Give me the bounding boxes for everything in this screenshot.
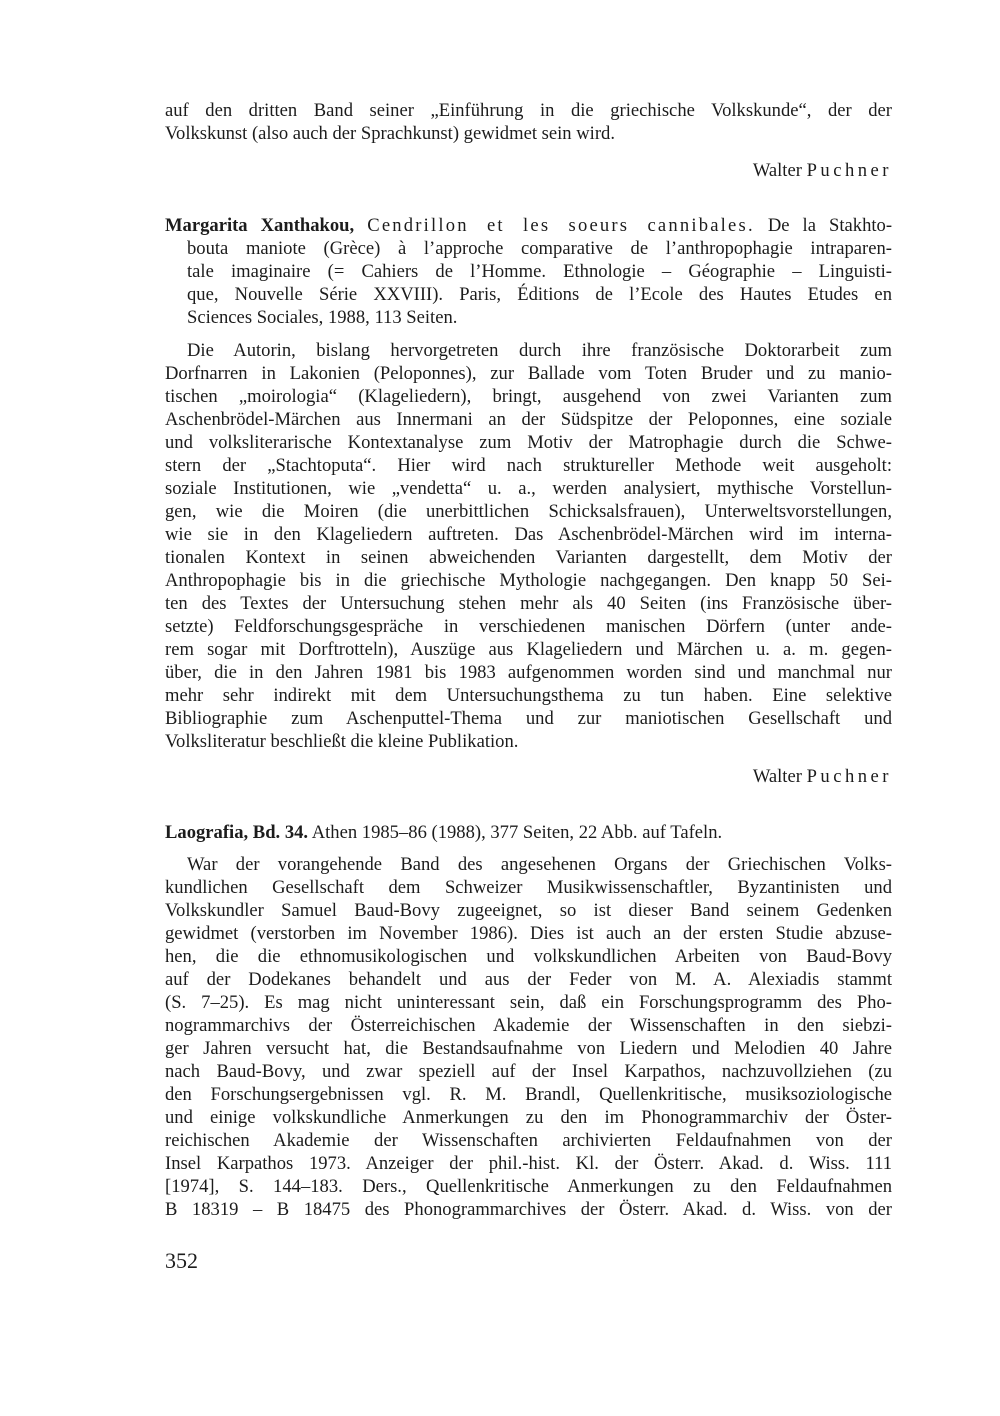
text-line: Aschenbrödel-Märchen aus Innermani an der Südspitze der Peloponnes, eine soziale xyxy=(165,409,892,430)
text-line: und einige volkskundliche Anmerkungen zu den im Phonogrammarchiv der Öster- xyxy=(165,1107,892,1128)
heading-first-line xyxy=(165,214,892,237)
text-line: nogrammarchivs der Österreichischen Akademie der Wissenschaften in den siebzi- xyxy=(165,1015,892,1036)
text-line: Volkskundler Samuel Baud-Bovy zugeeignet, so ist dieser Band seinem Gedenken xyxy=(165,900,892,921)
reviewer-signature xyxy=(165,159,892,182)
heading-continuation xyxy=(165,237,892,329)
review-xanthakou-section xyxy=(165,214,892,788)
text-line: Volksliteratur beschließt die kleine Publikation. xyxy=(165,731,519,752)
text-line: und volksliterarische Kontextanalyse zum Motiv der Matrophagie durch die Schwe- xyxy=(165,432,892,453)
text-line: War der vorangehende Band des angesehenen Organs der Griechischen Volks- xyxy=(187,854,892,875)
signature-first-name: Walter xyxy=(752,160,802,181)
text-line: nach Baud-Bovy, und zwar speziell auf der Insel Karpathos, nachzuvollziehen (zu xyxy=(165,1061,892,1082)
signature-first-name: Walter xyxy=(752,766,802,787)
carryover-paragraph xyxy=(165,99,892,145)
text-line: über, die in den Jahren 1981 bis 1983 aufgenommen worden sind und manchmal nur xyxy=(165,662,892,683)
book-title: Cendrillon et les soeurs cannibales. xyxy=(367,215,755,236)
text-line: hen, die die ethnomusikologischen und volkskundlichen Arbeiten von Baud-Bovy xyxy=(165,946,892,967)
text-line: ger Jahren versucht hat, die Bestandsaufnahme von Liedern und Melodien 40 Jahre xyxy=(165,1038,892,1059)
text-line: B 18319 – B 18475 des Phonogrammarchives der Österr. Akad. d. Wiss. von der xyxy=(165,1199,892,1220)
text-line: Sciences Sociales, 1988, 113 Seiten. xyxy=(187,307,458,328)
review-carryover-section xyxy=(165,99,892,182)
text-line: soziale Institutionen, wie „vendetta“ u. a., werden analysiert, mythische Vorstellun- xyxy=(165,478,892,499)
text-line: Volkskunst (also auch der Sprachkunst) gewidmet sein wird. xyxy=(165,123,615,144)
signature-last-name: Puchner xyxy=(806,766,892,787)
signature-last-name: Puchner xyxy=(806,160,892,181)
reviewer-signature xyxy=(165,765,892,788)
text-line: [1974], S. 144–183. Ders., Quellenkritische Anmerkungen zu den Feldaufnahmen xyxy=(165,1176,892,1197)
text-line: gen, wie die Moiren (die unerbittlichen Schicksalsfrauen), Unterweltsvorstellungen, xyxy=(165,501,892,522)
text-line: setzte) Feldforschungsgespräche in verschiedenen manischen Dörfern (unter ande- xyxy=(165,616,892,637)
text-line: rem sogar mit Dorftrotteln), Auszüge aus Klageliedern und Märchen u. a. m. gegen- xyxy=(165,639,892,660)
text-line: Dorfnarren in Lakonien (Peloponnes), zur Ballade vom Toten Bruder und zu manio- xyxy=(165,363,892,384)
book-review-heading xyxy=(165,821,892,844)
text-line: Insel Karpathos 1973. Anzeiger der phil.-hist. Kl. der Österr. Akad. d. Wiss. 111 xyxy=(165,1153,892,1174)
book-details: Athen 1985–86 (1988), 377 Seiten, 22 Abb. auf Tafeln. xyxy=(311,822,723,843)
text-line: den Forschungsergebnissen vgl. R. M. Brandl, Quellenkritische, musiksoziologische xyxy=(165,1084,892,1105)
text-line: auf den dritten Band seiner „Einführung in die griechische Volkskunde“, der der xyxy=(165,100,892,121)
book-title: Laografia, Bd. 34. xyxy=(165,822,309,843)
text-line: mehr sehr indirekt mit dem Untersuchungsthema zu tun haben. Eine selektive xyxy=(165,685,892,706)
text-line: kundlichen Gesellschaft dem Schweizer Musikwissenschaftler, Byzantinisten und xyxy=(165,877,892,898)
review-laografia-section xyxy=(165,821,892,1221)
text-block xyxy=(165,99,892,1221)
text-line: que, Nouvelle Série XXVIII). Paris, Éditions de l’Ecole des Hautes Etudes en xyxy=(187,284,892,305)
book-subtitle-start: De la Stakhto- xyxy=(767,215,893,236)
text-line: Bibliographie zum Aschenputtel-Thema und zur maniotischen Gesellschaft und xyxy=(165,708,892,729)
text-line: wie sie in den Klageliedern auftreten. Das Aschenbrödel-Märchen wird im interna- xyxy=(165,524,892,545)
text-line: tionalen Kontext in seinen abweichenden Varianten dargestellt, dem Motiv der xyxy=(165,547,892,568)
book-author: Margarita Xanthakou, xyxy=(165,215,355,236)
page-number: 352 xyxy=(165,1248,198,1273)
text-line: tale imaginaire (= Cahiers de l’Homme. Ethnologie – Géographie – Linguisti- xyxy=(187,261,892,282)
text-line: reichischen Akademie der Wissenschaften archivierten Feldaufnahmen von der xyxy=(165,1130,892,1151)
text-line: stern der „Stachtoputa“. Hier wird nach struktureller Methode weit ausgeholt: xyxy=(165,455,892,476)
review-body-paragraph xyxy=(165,853,892,1221)
text-line: gewidmet (verstorben im November 1986). Dies ist auch an der ersten Studie abzuse- xyxy=(165,923,892,944)
review-body-paragraph xyxy=(165,339,892,753)
text-line: ten des Textes der Untersuchung stehen mehr als 40 Seiten (ins Französische über- xyxy=(165,593,892,614)
text-line: Anthropophagie bis in die griechische Mythologie nachgegangen. Den knapp 50 Sei- xyxy=(165,570,892,591)
book-review-heading xyxy=(165,214,892,329)
text-line: (S. 7–25). Es mag nicht uninteressant sein, daß ein Forschungsprogramm des Pho- xyxy=(165,992,892,1013)
text-line: auf der Dodekanes behandelt und aus der Feder von M. A. Alexiadis stammt xyxy=(165,969,892,990)
text-line: Die Autorin, bislang hervorgetreten durch ihre französische Doktorarbeit zum xyxy=(187,340,892,361)
text-line: tischen „moirologia“ (Klageliedern), bringt, ausgehend von zwei Varianten zum xyxy=(165,386,892,407)
text-line: bouta maniote (Grèce) à l’approche comparative de l’anthropophagie intraparen- xyxy=(187,238,892,259)
